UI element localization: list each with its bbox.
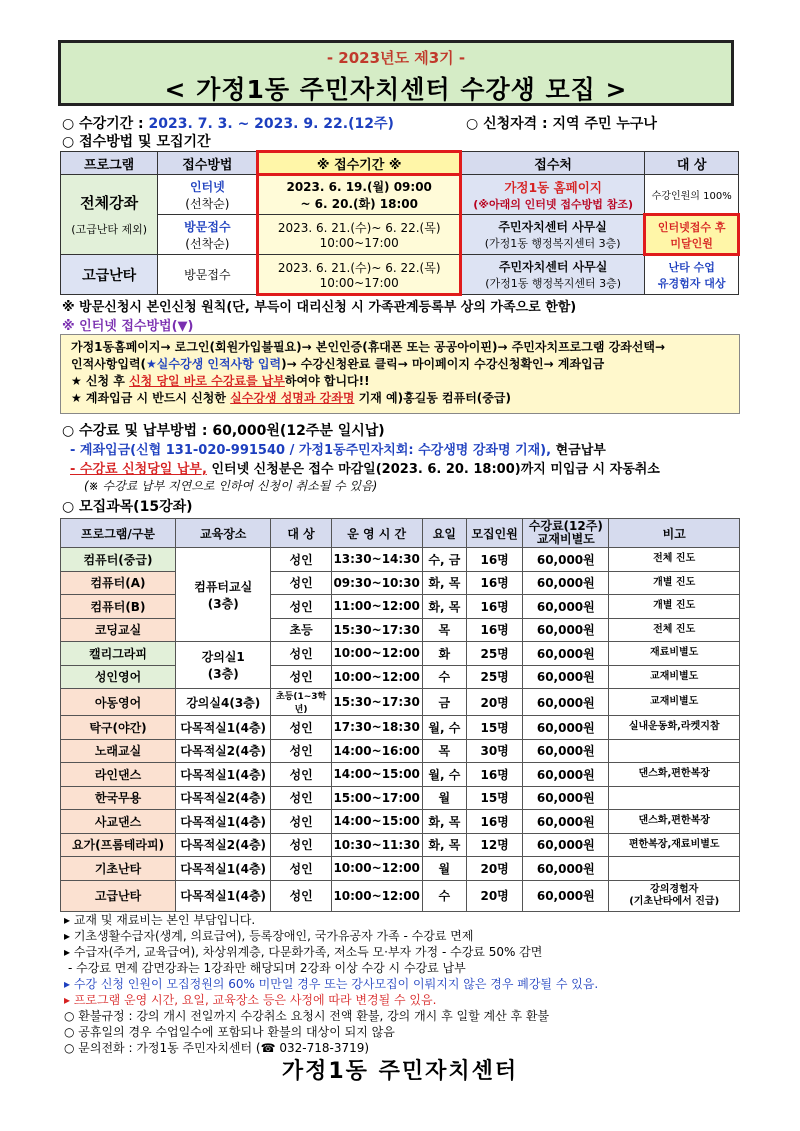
course-capacity-cell: 25명: [467, 665, 523, 689]
period-label: ○ 수강기간 :: [62, 116, 144, 132]
course-day-cell: 화: [422, 642, 466, 666]
course-name-cell: 캘리그라피: [61, 642, 176, 666]
program-cell: 전체강좌 (고급난타 제외): [61, 175, 158, 255]
course-note-cell: [609, 548, 740, 572]
course-note-text: 재료비별도: [650, 647, 699, 659]
course-header: 운 영 시 간: [331, 519, 422, 548]
note-line: ▸ 교재 및 재료비는 본인 부담입니다.: [64, 913, 256, 927]
course-place-cell: 다목적실1(4층): [176, 716, 271, 740]
course-time-cell: 09:30~10:30: [331, 571, 422, 595]
course-place-text: 강의실1: [201, 650, 245, 664]
course-time-cell: 14:00~15:00: [331, 763, 422, 787]
course-capacity-cell: 15명: [467, 716, 523, 740]
course-row: [61, 810, 740, 834]
course-day-cell: 화, 목: [422, 595, 466, 619]
course-header: 모집인원: [467, 519, 523, 548]
course-target-cell: 성인: [271, 665, 331, 689]
course-target-cell: 성인: [271, 880, 331, 911]
course-name-cell: 컴퓨터(중급): [61, 548, 176, 572]
reg-header: 프로그램: [61, 152, 158, 175]
course-fee-cell: 60,000원: [523, 548, 609, 572]
course-note-text: 개별 진도: [653, 576, 696, 588]
course-name-cell: 사교댄스: [61, 810, 176, 834]
course-fee-cell: 60,000원: [523, 857, 609, 881]
period-cell: 2023. 6. 21.(수)~ 6. 22.(목) 10:00~17:00: [258, 215, 460, 255]
course-capacity-cell: 12명: [467, 833, 523, 857]
course-capacity-cell: 16명: [467, 595, 523, 619]
course-target-cell: 성인: [271, 857, 331, 881]
course-capacity-cell: 16명: [467, 810, 523, 834]
reg-header: 접수방법: [158, 152, 258, 175]
place-cell: 주민자치센터 사무실 (가정1동 행정복지센터 3층): [460, 215, 644, 255]
fee-line: ○ 수강료 및 납부방법 : 60,000원(12주분 일시납): [62, 423, 385, 439]
course-name-cell: 요가(프롬테라피): [61, 833, 176, 857]
course-target-cell: 성인: [271, 642, 331, 666]
course-place-cell: 강의실4(3층): [176, 689, 271, 716]
visit-note: ※ 방문신청시 본인신청 원칙(단, 부득이 대리신청 시 가족관계등록부 상의 가족으로 한함): [62, 300, 577, 315]
note-line: ○ 공휴일의 경우 수업일수에 포함되나 환불의 대상이 되지 않음: [64, 1025, 395, 1039]
internet-warning-line: ★ 계좌입금 시 반드시 신청한 실수강생 성명과 강좌명 기재 예)홍길동 컴퓨터(중급): [71, 391, 511, 405]
title-banner: [58, 40, 734, 106]
internet-step-line: 인적사항입력(★실수강생 인적사항 입력)→ 수강신청완료 클릭→ 마이페이지 수강신청확인→ 계좌입금: [71, 357, 605, 371]
period-cell: 2023. 6. 21.(수)~ 6. 22.(목) 10:00~17:00: [258, 255, 460, 295]
course-day-cell: 목: [422, 739, 466, 763]
reg-header: 접수처: [460, 152, 644, 175]
course-day-cell: 화, 목: [422, 833, 466, 857]
internet-warning-line: ★ 신청 후 신청 당일 바로 수강료를 납부하여야 합니다!!: [71, 374, 370, 388]
note-line: ○ 문의전화 : 가정1동 주민자치센터 (☎ 032-718-3719): [64, 1041, 370, 1055]
note-line: ▸ 프로그램 운영 시간, 요일, 교육장소 등은 사정에 따라 변경될 수 있음.: [64, 993, 437, 1007]
notes-section: [64, 912, 598, 1056]
course-day-cell: 화, 목: [422, 810, 466, 834]
course-place-cell: [176, 548, 271, 642]
course-day-cell: 화, 목: [422, 571, 466, 595]
course-note-cell: [609, 857, 740, 881]
course-fee-cell: 60,000원: [523, 618, 609, 642]
course-time-cell: 11:00~12:00: [331, 595, 422, 619]
course-note-cell: [609, 689, 740, 716]
fee-deadline-line: - 수강료 신청당일 납부, 인터넷 신청분은 접수 마감일(2023. 6. 20. 18:00)까지 미입금 시 자동취소: [70, 462, 660, 477]
course-row: [61, 739, 740, 763]
course-note-cell: [609, 665, 740, 689]
course-fee-cell: 60,000원: [523, 665, 609, 689]
course-note-text: 편한복장,재료비별도: [628, 838, 720, 850]
course-note-text: (기초난타에서 진급): [629, 895, 720, 907]
course-header-fee: 수강료(12주) 교재비별도: [523, 519, 609, 548]
course-fee-cell: 60,000원: [523, 786, 609, 810]
course-place-cell: 다목적실2(4층): [176, 739, 271, 763]
course-row: [61, 548, 740, 572]
course-header: 요일: [422, 519, 466, 548]
period-cell: 2023. 6. 19.(월) 09:00 ~ 6. 20.(화) 18:00: [258, 175, 460, 215]
course-note-cell: [609, 716, 740, 740]
note-line: ▸ 수강 신청 인원이 모집정원의 60% 미만일 경우 또는 강사모집이 이뤄지지 않은 경우 폐강될 수 있음.: [64, 977, 599, 991]
note-line: ○ 환불규정 : 강의 개시 전일까지 수강취소 요청시 전액 환불, 강의 개시 후 일할 계산 후 환불: [64, 1009, 550, 1023]
course-place-cell: 다목적실2(4층): [176, 786, 271, 810]
footer-org-name: 가정1동 주민자치센터: [281, 1059, 519, 1084]
fee-warning: (※ 수강료 납부 지연으로 인하여 신청이 취소될 수 있음): [84, 479, 378, 493]
course-day-cell: 금: [422, 689, 466, 716]
course-target-cell: 성인: [271, 833, 331, 857]
course-day-cell: 월: [422, 857, 466, 881]
internet-heading: ※ 인터넷 접수방법(▼): [62, 319, 194, 334]
course-note-text: 실내운동화,라켓지참: [628, 721, 720, 733]
fee-account-line: - 계좌입금(신협 131-020-991540 / 가정1동주민자치회: 수강생명 강좌명 기재), 현금납부: [70, 443, 606, 458]
course-capacity-cell: 16명: [467, 571, 523, 595]
course-note-text: 전체 진도: [653, 623, 696, 635]
method-cell: 인터넷 (선착순): [158, 175, 258, 215]
course-time-cell: 10:00~12:00: [331, 642, 422, 666]
course-target-cell: 성인: [271, 739, 331, 763]
course-place-cell: [176, 642, 271, 689]
course-place-text: 컴퓨터교실: [194, 579, 253, 594]
course-time-cell: 13:30~14:30: [331, 548, 422, 572]
course-note-cell: [609, 810, 740, 834]
course-name-cell: 코딩교실: [61, 618, 176, 642]
course-note-cell: [609, 880, 740, 911]
course-time-cell: 10:00~12:00: [331, 665, 422, 689]
course-place-cell: 다목적실1(4층): [176, 763, 271, 787]
course-fee-cell: 60,000원: [523, 571, 609, 595]
course-day-cell: 목: [422, 618, 466, 642]
course-place-cell: 다목적실1(4층): [176, 880, 271, 911]
course-note-cell: [609, 763, 740, 787]
course-target-cell: 초등: [271, 618, 331, 642]
course-row: [61, 595, 740, 619]
course-target-cell: 성인: [271, 548, 331, 572]
target-cell: 수강인원의 100%: [645, 175, 739, 215]
course-note-cell: [609, 595, 740, 619]
course-fee-cell: 60,000원: [523, 642, 609, 666]
note-line: ▸ 수급자(주거, 교육급여), 차상위계층, 다문화가족, 저소득 모·부자 가정 - 수강료 50% 감면: [64, 945, 543, 959]
course-target-cell: 성인: [271, 786, 331, 810]
target-cell: 난타 수업 유경험자 대상: [645, 255, 739, 295]
course-time-cell: 15:30~17:30: [331, 618, 422, 642]
course-note-cell: [609, 786, 740, 810]
course-fee-cell: 60,000원: [523, 739, 609, 763]
course-fee-cell: 60,000원: [523, 833, 609, 857]
course-capacity-cell: 20명: [467, 689, 523, 716]
course-note-text: 교재비별도: [650, 670, 699, 682]
course-note-cell: [609, 571, 740, 595]
reg-header-period: ※ 접수기간 ※: [258, 152, 460, 175]
course-capacity-cell: 16명: [467, 548, 523, 572]
course-time-cell: 10:00~12:00: [331, 880, 422, 911]
method-cell: 방문접수: [158, 255, 258, 295]
course-day-cell: 월, 수: [422, 716, 466, 740]
course-row: [61, 689, 740, 716]
course-note-cell: [609, 833, 740, 857]
target-cell-highlight: 인터넷접수 후 미달인원: [645, 215, 739, 255]
course-target-cell: 성인: [271, 763, 331, 787]
course-header: 비고: [609, 519, 740, 548]
course-row: [61, 716, 740, 740]
course-time-cell: 10:30~11:30: [331, 833, 422, 857]
course-row: [61, 880, 740, 911]
course-header: 교육장소: [176, 519, 271, 548]
course-time-cell: 17:30~18:30: [331, 716, 422, 740]
course-name-cell: 컴퓨터(A): [61, 571, 176, 595]
course-name-cell: 한국무용: [61, 786, 176, 810]
course-row: [61, 618, 740, 642]
course-note-text: 강의경험자: [650, 883, 699, 895]
course-header: 대 상: [271, 519, 331, 548]
course-fee-cell: 60,000원: [523, 880, 609, 911]
course-time-cell: 14:00~15:00: [331, 810, 422, 834]
course-place-text: (3층): [207, 667, 239, 681]
course-note-cell: [609, 618, 740, 642]
course-fee-cell: 60,000원: [523, 595, 609, 619]
course-note-cell: [609, 739, 740, 763]
method-cell: 방문접수 (선착순): [158, 215, 258, 255]
course-row: [61, 642, 740, 666]
course-target-cell: 초등(1~3학년): [271, 689, 331, 716]
courses-heading: ○ 모집과목(15강좌): [62, 499, 193, 515]
course-capacity-cell: 16명: [467, 763, 523, 787]
course-place-cell: 다목적실2(4층): [176, 833, 271, 857]
course-place-cell: 다목적실1(4층): [176, 857, 271, 881]
course-name-cell: 라인댄스: [61, 763, 176, 787]
course-row: [61, 763, 740, 787]
course-capacity-cell: 16명: [467, 618, 523, 642]
course-capacity-cell: 25명: [467, 642, 523, 666]
title-subtitle: - 2023년도 제3기 -: [326, 49, 466, 67]
course-fee-cell: 60,000원: [523, 810, 609, 834]
page-title: < 가정1동 주민자치센터 수강생 모집 >: [164, 75, 628, 104]
course-fee-cell: 60,000원: [523, 763, 609, 787]
course-time-cell: 15:00~17:00: [331, 786, 422, 810]
note-line: - 수강료 면제 감면강좌는 1강좌만 해당되며 2강좌 이상 수강 시 수강료 납부: [68, 961, 466, 975]
course-time-cell: 15:30~17:30: [331, 689, 422, 716]
course-name-cell: 아동영어: [61, 689, 176, 716]
course-row: [61, 833, 740, 857]
course-target-cell: 성인: [271, 810, 331, 834]
method-heading: ○ 접수방법 및 모집기간: [62, 134, 211, 150]
course-name-cell: 노래교실: [61, 739, 176, 763]
course-note-text: 댄스화,편한복장: [638, 815, 710, 827]
eligibility-line: ○ 신청자격 : 지역 주민 누구나: [466, 116, 657, 132]
course-name-cell: 고급난타: [61, 880, 176, 911]
course-header: 프로그램/구분: [61, 519, 176, 548]
course-day-cell: 수: [422, 665, 466, 689]
course-time-cell: 14:00~16:00: [331, 739, 422, 763]
course-row: [61, 857, 740, 881]
course-name-cell: 탁구(야간): [61, 716, 176, 740]
registration-table: [60, 150, 740, 296]
internet-method-box: [60, 334, 740, 414]
note-line: ▸ 기초생활수급자(생계, 의료급여), 등록장애인, 국가유공자 가족 - 수강료 면제: [64, 929, 474, 943]
course-table: [60, 518, 740, 912]
course-note-cell: [609, 642, 740, 666]
course-day-cell: 월, 수: [422, 763, 466, 787]
course-fee-cell: 60,000원: [523, 689, 609, 716]
reg-header: 대 상: [645, 152, 739, 175]
course-target-cell: 성인: [271, 595, 331, 619]
course-target-cell: 성인: [271, 571, 331, 595]
course-note-text: 댄스화,편한복장: [638, 768, 710, 780]
course-capacity-cell: 20명: [467, 880, 523, 911]
place-cell: 주민자치센터 사무실 (가정1동 행정복지센터 3층): [460, 255, 644, 295]
course-day-cell: 수: [422, 880, 466, 911]
period-line: [62, 113, 394, 133]
course-note-text: 교재비별도: [650, 696, 699, 707]
course-day-cell: 수, 금: [422, 548, 466, 572]
course-place-cell: 다목적실1(4층): [176, 810, 271, 834]
course-place-text: (3층): [207, 596, 239, 611]
period-value: 2023. 7. 3. ~ 2023. 9. 22.(12주): [148, 116, 394, 132]
course-row: [61, 665, 740, 689]
course-day-cell: 월: [422, 786, 466, 810]
course-row: [61, 571, 740, 595]
course-capacity-cell: 15명: [467, 786, 523, 810]
course-capacity-cell: 30명: [467, 739, 523, 763]
course-row: [61, 786, 740, 810]
course-capacity-cell: 20명: [467, 857, 523, 881]
course-time-cell: 10:00~12:00: [331, 857, 422, 881]
place-cell: 가정1동 홈페이지 (※아래의 인터넷 접수방법 참조): [460, 175, 644, 215]
course-note-text: 전체 진도: [653, 553, 696, 565]
course-target-cell: 성인: [271, 716, 331, 740]
program-cell: 고급난타: [61, 255, 158, 295]
course-fee-cell: 60,000원: [523, 716, 609, 740]
course-note-text: 개별 진도: [653, 600, 696, 612]
course-name-cell: 성인영어: [61, 665, 176, 689]
course-name-cell: 컴퓨터(B): [61, 595, 176, 619]
course-name-cell: 기초난타: [61, 857, 176, 881]
internet-step-line: 가정1동홈페이지→ 로그인(회원가입불필요)→ 본인인증(휴대폰 또는 공공아이핀)→ 주민자치프로그램 강좌선택→: [71, 340, 666, 354]
